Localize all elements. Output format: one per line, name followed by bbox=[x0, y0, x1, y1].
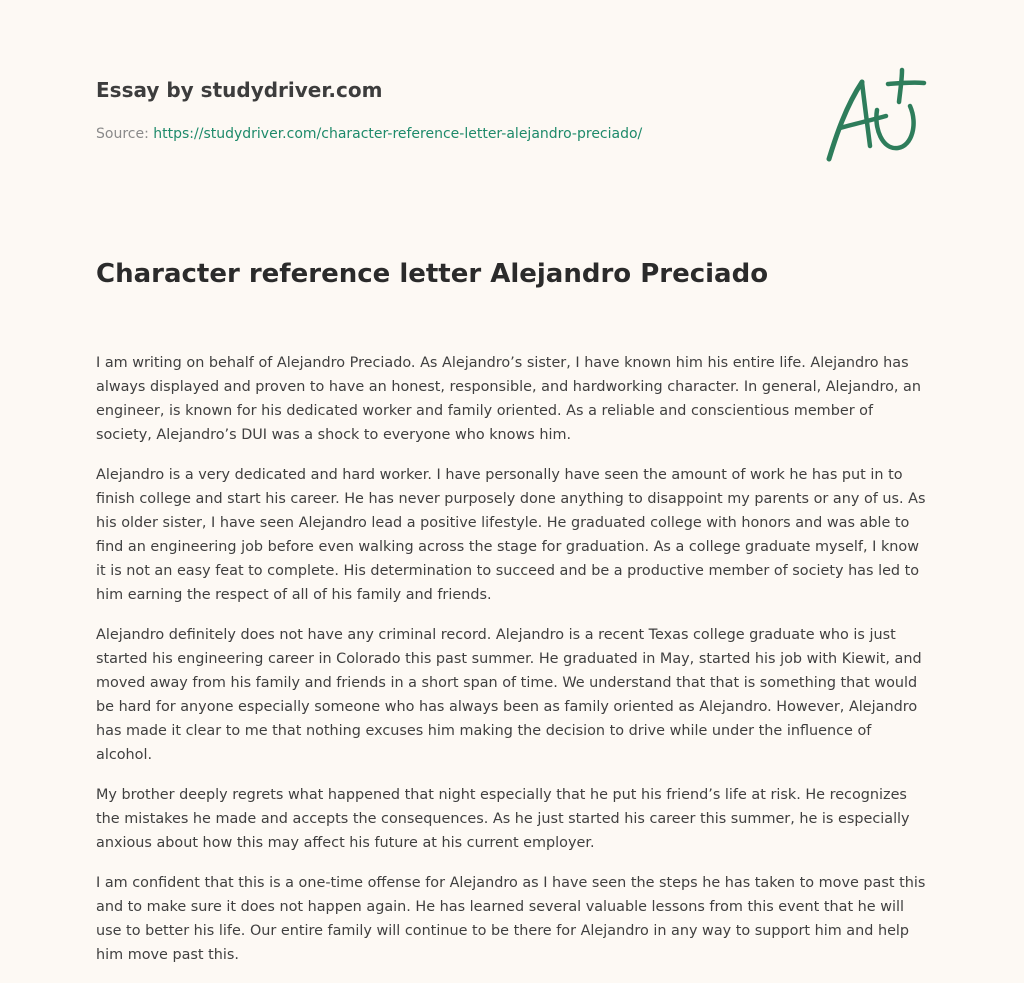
essay-body bbox=[96, 351, 930, 983]
site-title: Essay by studydriver.com bbox=[96, 78, 383, 102]
essay-paragraph: My brother deeply regrets what happened that night especially that he put his friend’s life at risk. He recognizes the mistakes he made and accepts the consequences. As he just started his career this summer, he is especially anxious about how this may affect his future at his current employer. bbox=[96, 787, 910, 851]
source-link[interactable]: https://studydriver.com/character-reference-letter-alejandro-preciado/ bbox=[153, 126, 643, 142]
source-line bbox=[96, 124, 796, 144]
document-header bbox=[96, 76, 796, 144]
essay-paragraph: I am confident that this is a one-time offense for Alejandro as I have seen the steps he has taken to move past this and to make sure it does not happen again. He has learned several valuable lessons from this event that he will use to better his life. Our entire family will continue to be there for Alejandro in any way to support him and help him move past this. bbox=[96, 875, 926, 963]
essay-title: Character reference letter Alejandro Preciado bbox=[96, 259, 769, 289]
essay-paragraph: Alejandro is a very dedicated and hard worker. I have personally have seen the amount of work he has put in to finish college and start his career. He has never purposely done anything to disappoint my parents or any of us. As his older sister, I have seen Alejandro lead a positive lifestyle. He graduated college with honors and was able to find an engineering job before even walking across the stage for graduation. As a college graduate myself, I know it is not an easy feat to complete. His determination to succeed and be a productive member of society has led to him earning the respect of all of his family and friends. bbox=[96, 467, 926, 603]
essay-paragraph: Alejandro definitely does not have any criminal record. Alejandro is a recent Texas college graduate who is just started his engineering career in Colorado this past summer. He graduated in May, started his job with Kiewit, and moved away from his family and friends in a short span of time. We understand that that is something that would be hard for anyone especially someone who has always been as family oriented as Alejandro. However, Alejandro has made it clear to me that nothing excuses him making the decision to drive while under the influence of alcohol. bbox=[96, 627, 922, 763]
source-label: Source: bbox=[96, 126, 149, 142]
essay-paragraph: I am writing on behalf of Alejandro Preciado. As Alejandro’s sister, I have known him his entire life. Alejandro has always displayed and proven to have an honest, responsible, and hardworking character. In general, Alejandro, an engineer, is known for his dedicated worker and family oriented. As a reliable and conscientious member of society, Alejandro’s DUI was a shock to everyone who knows him. bbox=[96, 355, 921, 443]
a-plus-logo-icon bbox=[820, 66, 930, 166]
